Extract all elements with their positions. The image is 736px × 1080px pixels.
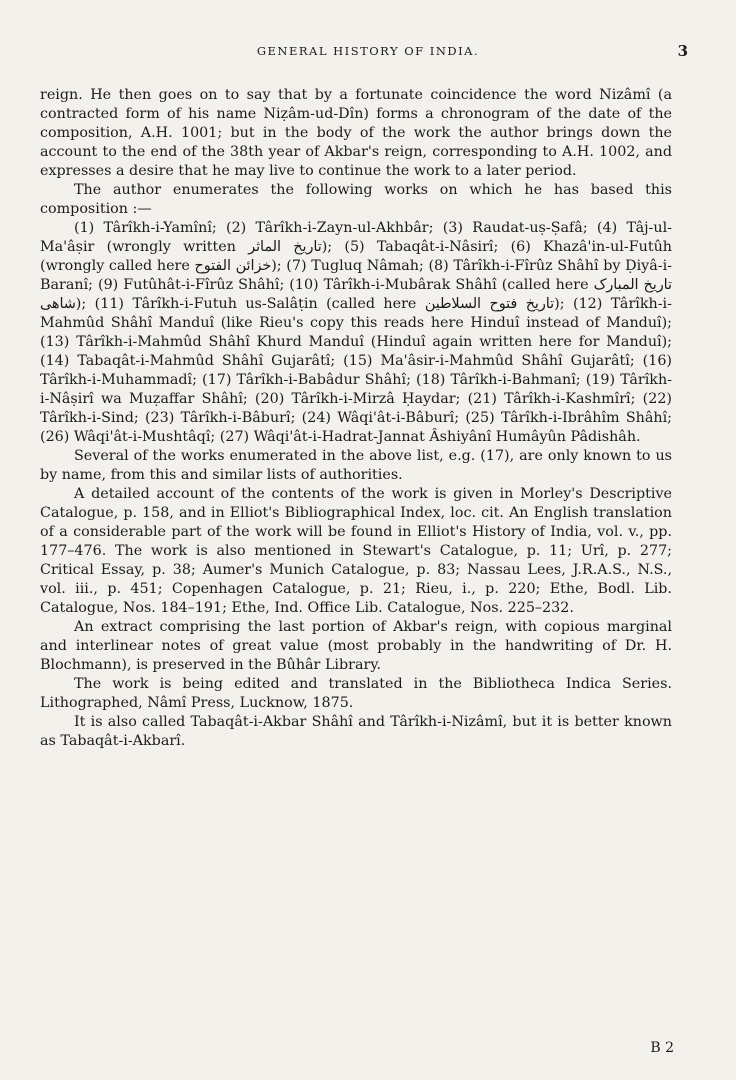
paragraph-detailed-account: A detailed account of the contents of the work is given in Morley's Descriptive Catalogue, p. 158, and in Elliot's Bibliographical Index, loc. cit. An English translation of a considerable part of the work will be found in Elliot's History of India, vol. v., pp. 177–476. The work is also mentioned in Stewart's Catalogue, p. 11; Urî, p. 277; Critical Essay, p. 38; Aumer's Munich Catalogue, p. 83; Nassau Lees, J.R.A.S., N.S., vol. iii., p. 451; Copenhagen Catalogue, p. 21; Rieu, i., p. 220; Ethe, Bodl. Lib. Catalogue, Nos. 184–191; Ethe, Ind. Office Lib. Catalogue, Nos. 225–232.: [40, 486, 672, 616]
paragraph-editions: The work is being edited and translated in the Bibliotheca Indica Series. Lithographed, Nâmî Press, Lucknow, 1875.: [40, 676, 672, 711]
paragraph-several-works: Several of the works enumerated in the above list, e.g. (17), are only known to us by name, from this and similar lists of authorities.: [40, 448, 672, 483]
page-number: 3: [677, 42, 688, 60]
paragraph-sources-list: (1) Târîkh-i-Yamînî; (2) Târîkh-i-Zayn-ul-Akhbâr; (3) Raudat-uṣ-Ṣafâ; (4) Tâj-ul-Ma'âṣir (wrongly written تاریخ الماثر); (5) Tabaqât-i-Nâsirî; (6) Khazâ'in-ul-Futûh (wrongly called here خزائن الفتوح); (7) Tugluq Nâmah; (8) Târîkh-i-Fîrûz Shâhî by Ḍiyâ-i-Baranî; (9) Futûhât-i-Fîrûz Shâhî; (10) Târîkh-i-Mubârak Shâhî (called here تاریخ المبارک شاهی); (11) Târîkh-i-Futuh us-Salâṭin (called here تاریخ فتوح السلاطین); (12) Târîkh-i-Mahmûd Shâhî Manduî (like Rieu's copy this reads here Hinduî instead of Manduî); (13) Târîkh-i-Mahmûd Shâhî Khurd Manduî (Hinduî again written here for Manduî); (14) Tabaqât-i-Mahmûd Shâhî Gujarâtî; (15) Ma'âsir-i-Mahmûd Shâhî Gujarâtî; (16) Târîkh-i-Muhammadî; (17) Târîkh-i-Babâdur Shâhî; (18) Târîkh-i-Bahmanî; (19) Târîkh-i-Nâṣirî wa Muẓaffar Shâhî; (20) Târîkh-i-Mirzâ Ḥaydar; (21) Târîkh-i-Kashmîrî; (22) Târîkh-i-Sind; (23) Târîkh-i-Bâburî; (24) Wâqi'ât-i-Bâburî; (25) Târîkh-i-Ibrâhîm Shâhî; (26) Wâqi'ât-i-Mushtâqî; (27) Wâqi'ât-i-Hadrat-Jannat Âshiyânî Humâyûn Pâdishâh.: [40, 220, 672, 445]
running-header: [40, 44, 696, 64]
running-title: GENERAL HISTORY OF INDIA.: [256, 44, 480, 58]
paragraph-extract: An extract comprising the last portion of Akbar's reign, with copious marginal and interlinear notes of great value (most probably in the handwriting of Dr. H. Blochmann), is preserved in the Bûhâr Library.: [40, 619, 672, 673]
body-text: [40, 86, 672, 751]
signature-mark: B 2: [650, 1040, 674, 1056]
paragraph-also-called: It is also called Tabaqât-i-Akbar Shâhî and Târîkh-i-Nizâmî, but it is better known as Tabaqât-i-Akbarî.: [40, 714, 672, 749]
paragraph-reign-continuation: reign. He then goes on to say that by a fortunate coincidence the word Nizâmî (a contracted form of his name Niẓâm-ud-Dîn) forms a chronogram of the date of the composition, A.H. 1001; but in the body of the work the author brings down the account to the end of the 38th year of Akbar's reign, corresponding to A.H. 1002, and expresses a desire that he may live to continue the work to a later period.: [40, 87, 672, 179]
paragraph-sources-intro: The author enumerates the following works on which he has based this composition :—: [40, 182, 672, 217]
